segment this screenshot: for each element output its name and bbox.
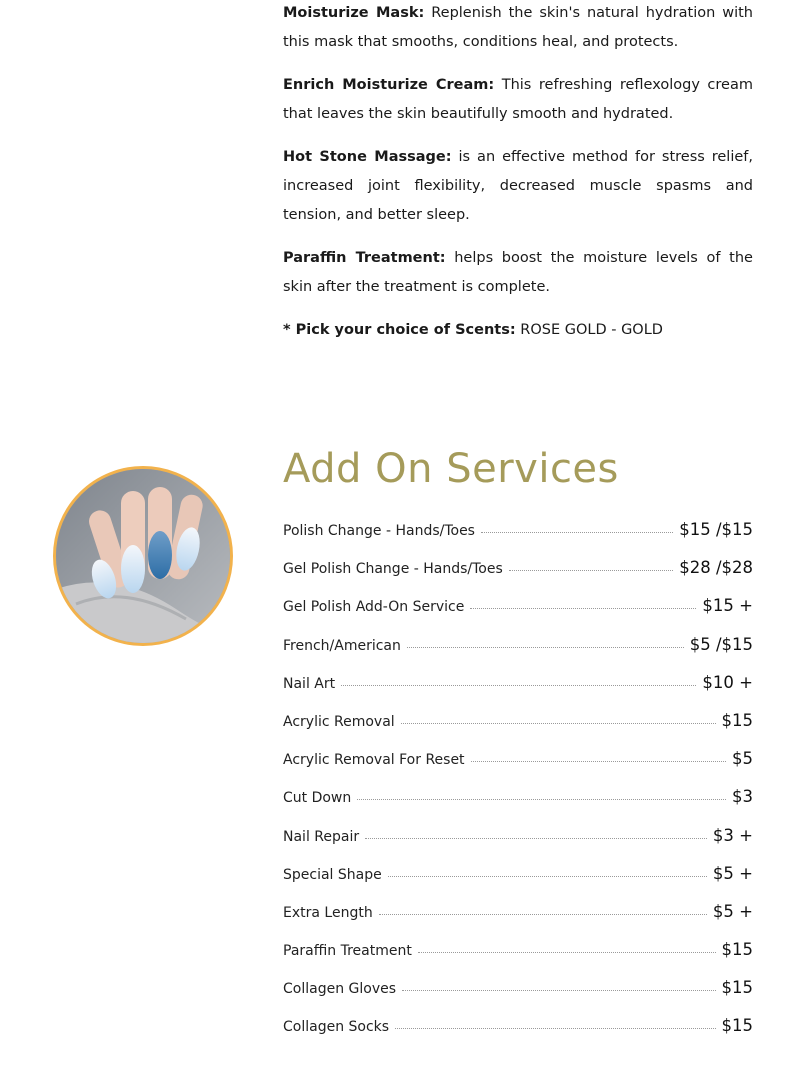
service-name: Gel Polish Add-On Service [283, 599, 465, 616]
service-row [283, 558, 753, 596]
service-price: $5 [732, 749, 753, 769]
service-name: Nail Repair [283, 828, 360, 845]
service-row [283, 864, 753, 902]
service-price: $3 + [712, 825, 753, 845]
service-price: $15 [721, 710, 753, 730]
service-name: Collagen Gloves [283, 981, 397, 998]
description-text: This refreshing reflexology cream that leaves the skin beautifully smooth and hydrated. [283, 77, 753, 122]
description-text: is an effective method for stress relief, increased joint flexibility, decreased muscle spasms and tension, and better sleep. [283, 149, 754, 223]
service-name: Cut Down [283, 790, 352, 807]
service-row [283, 826, 753, 864]
leader-dots [509, 570, 673, 571]
leader-dots [395, 1028, 715, 1029]
leader-dots [365, 838, 707, 839]
description-item [283, 143, 753, 230]
description-text: Replenish the skin's natural hydration with this mask that smooths, conditions heal, and protects. [283, 5, 753, 50]
service-name: Acrylic Removal [283, 713, 395, 730]
section-title: Add On Services [283, 446, 619, 492]
description-title: Paraffin Treatment: [283, 250, 446, 266]
service-price: $5 /$15 [689, 634, 753, 654]
leader-dots [341, 685, 696, 686]
leader-dots [407, 647, 684, 648]
leader-dots [388, 876, 707, 877]
manicured-nails-image [56, 469, 230, 643]
description-item [283, 0, 753, 57]
service-price: $15 + [702, 596, 753, 616]
leader-dots [401, 723, 716, 724]
leader-dots [418, 952, 716, 953]
service-row [283, 940, 753, 978]
service-price: $5 + [712, 901, 753, 921]
description-title: Enrich Moisturize Cream: [283, 77, 495, 93]
leader-dots [357, 799, 726, 800]
service-row [283, 978, 753, 1016]
service-row [283, 749, 753, 787]
service-name: Nail Art [283, 675, 336, 692]
service-price: $10 + [702, 672, 753, 692]
service-price: $5 + [712, 863, 753, 883]
nail-photo [53, 466, 233, 646]
leader-dots [470, 608, 696, 609]
leader-dots [379, 914, 707, 915]
service-name: Collagen Socks [283, 1019, 390, 1036]
description-text: ROSE GOLD - GOLD [515, 322, 663, 338]
description-text: helps boost the moisture levels of the skin after the treatment is complete. [283, 250, 753, 295]
service-name: French/American [283, 637, 401, 654]
description-title: Moisturize Mask: [283, 5, 425, 21]
service-price: $3 [732, 787, 753, 807]
leader-dots [402, 990, 715, 991]
service-row [283, 1016, 753, 1054]
add-on-services-list [283, 520, 753, 1055]
service-price: $15 /$15 [679, 520, 753, 539]
service-row [283, 711, 753, 749]
service-row [283, 596, 753, 634]
service-row [283, 635, 753, 673]
treatment-descriptions [283, 0, 753, 359]
service-row [283, 520, 753, 558]
leader-dots [481, 532, 673, 533]
service-price: $28 /$28 [679, 558, 753, 578]
service-price: $15 [721, 1016, 753, 1036]
description-item [283, 71, 753, 129]
scent-choice [283, 316, 753, 345]
description-title: Hot Stone Massage: [283, 149, 452, 165]
service-name: Gel Polish Change - Hands/Toes [283, 561, 503, 578]
description-title: * Pick your choice of Scents: [283, 322, 516, 338]
service-price: $15 [721, 978, 753, 998]
leader-dots [471, 761, 726, 762]
service-name: Acrylic Removal For Reset [283, 752, 465, 769]
service-name: Polish Change - Hands/Toes [283, 523, 475, 539]
service-price: $15 [721, 940, 753, 960]
service-row [283, 673, 753, 711]
service-row [283, 902, 753, 940]
service-name: Paraffin Treatment [283, 943, 412, 960]
service-row [283, 787, 753, 825]
service-name: Extra Length [283, 904, 373, 921]
description-item [283, 244, 753, 302]
service-name: Special Shape [283, 866, 382, 883]
